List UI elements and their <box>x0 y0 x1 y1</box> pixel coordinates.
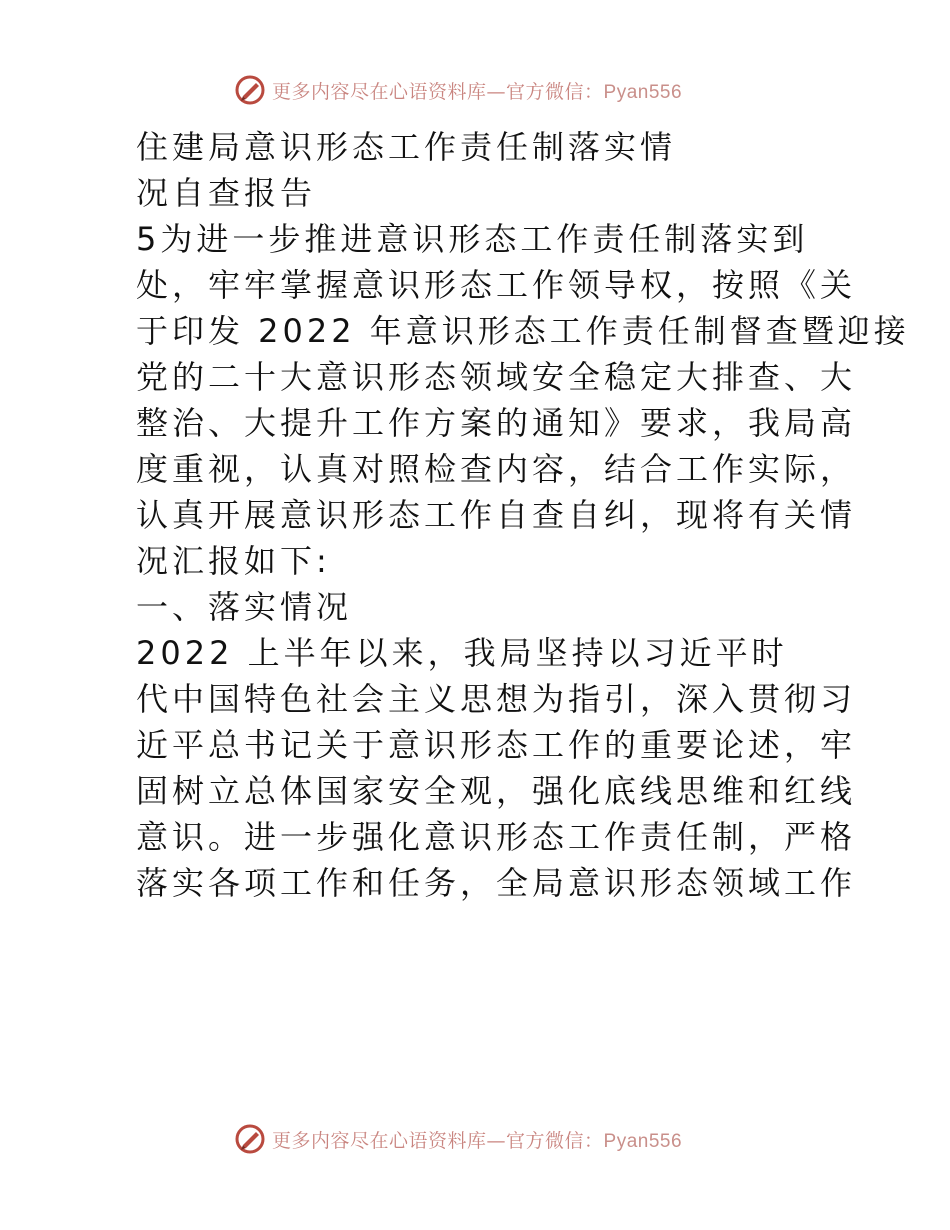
watermark-text: 更多内容尽在心语资料库—官方微信：Pyan556 <box>272 1129 683 1152</box>
watermark-id: Pyan556 <box>603 1130 683 1152</box>
body-line: 于印发 2022 年意识形态工作责任制督查暨迎接 <box>136 312 910 350</box>
watermark-text: 更多内容尽在心语资料库—官方微信：Pyan556 <box>272 80 683 103</box>
body-line: 近平总书记关于意识形态工作的重要论述，牢 <box>136 726 857 764</box>
body-line: 5为进一步推进意识形态工作责任制落实到 <box>136 220 809 258</box>
body-line: 度重视，认真对照检查内容，结合工作实际， <box>136 450 857 488</box>
body-line: 认真开展意识形态工作自查自纠，现将有关情 <box>136 496 857 534</box>
watermark-id: Pyan556 <box>603 81 683 103</box>
body-line: 代中国特色社会主义思想为指引，深入贯彻习 <box>136 680 857 718</box>
pen-logo-icon <box>234 1123 266 1155</box>
body-line: 落实各项工作和任务，全局意识形态领域工作 <box>136 864 857 902</box>
title-line: 住建局意识形态工作责任制落实情 <box>136 128 677 166</box>
body-line: 固树立总体国家安全观，强化底线思维和红线 <box>136 772 857 810</box>
document-body <box>136 216 910 906</box>
pen-logo-icon <box>234 74 266 106</box>
watermark-footer <box>234 1122 682 1156</box>
body-line: 整治、大提升工作方案的通知》要求，我局高 <box>136 404 857 442</box>
body-line: 意识。进一步强化意识形态工作责任制，严格 <box>136 818 857 856</box>
document-title <box>136 124 866 216</box>
body-line: 处，牢牢掌握意识形态工作领导权，按照《关 <box>136 266 857 304</box>
body-line: 党的二十大意识形态领域安全稳定大排查、大 <box>136 358 857 396</box>
watermark-header <box>234 73 682 107</box>
body-line: 况汇报如下: <box>136 542 331 580</box>
document-content <box>136 124 910 906</box>
title-line: 况自查报告 <box>136 174 317 212</box>
body-line: 2022 上半年以来，我局坚持以习近平时 <box>136 634 788 672</box>
section-heading: 一、落实情况 <box>136 588 353 626</box>
